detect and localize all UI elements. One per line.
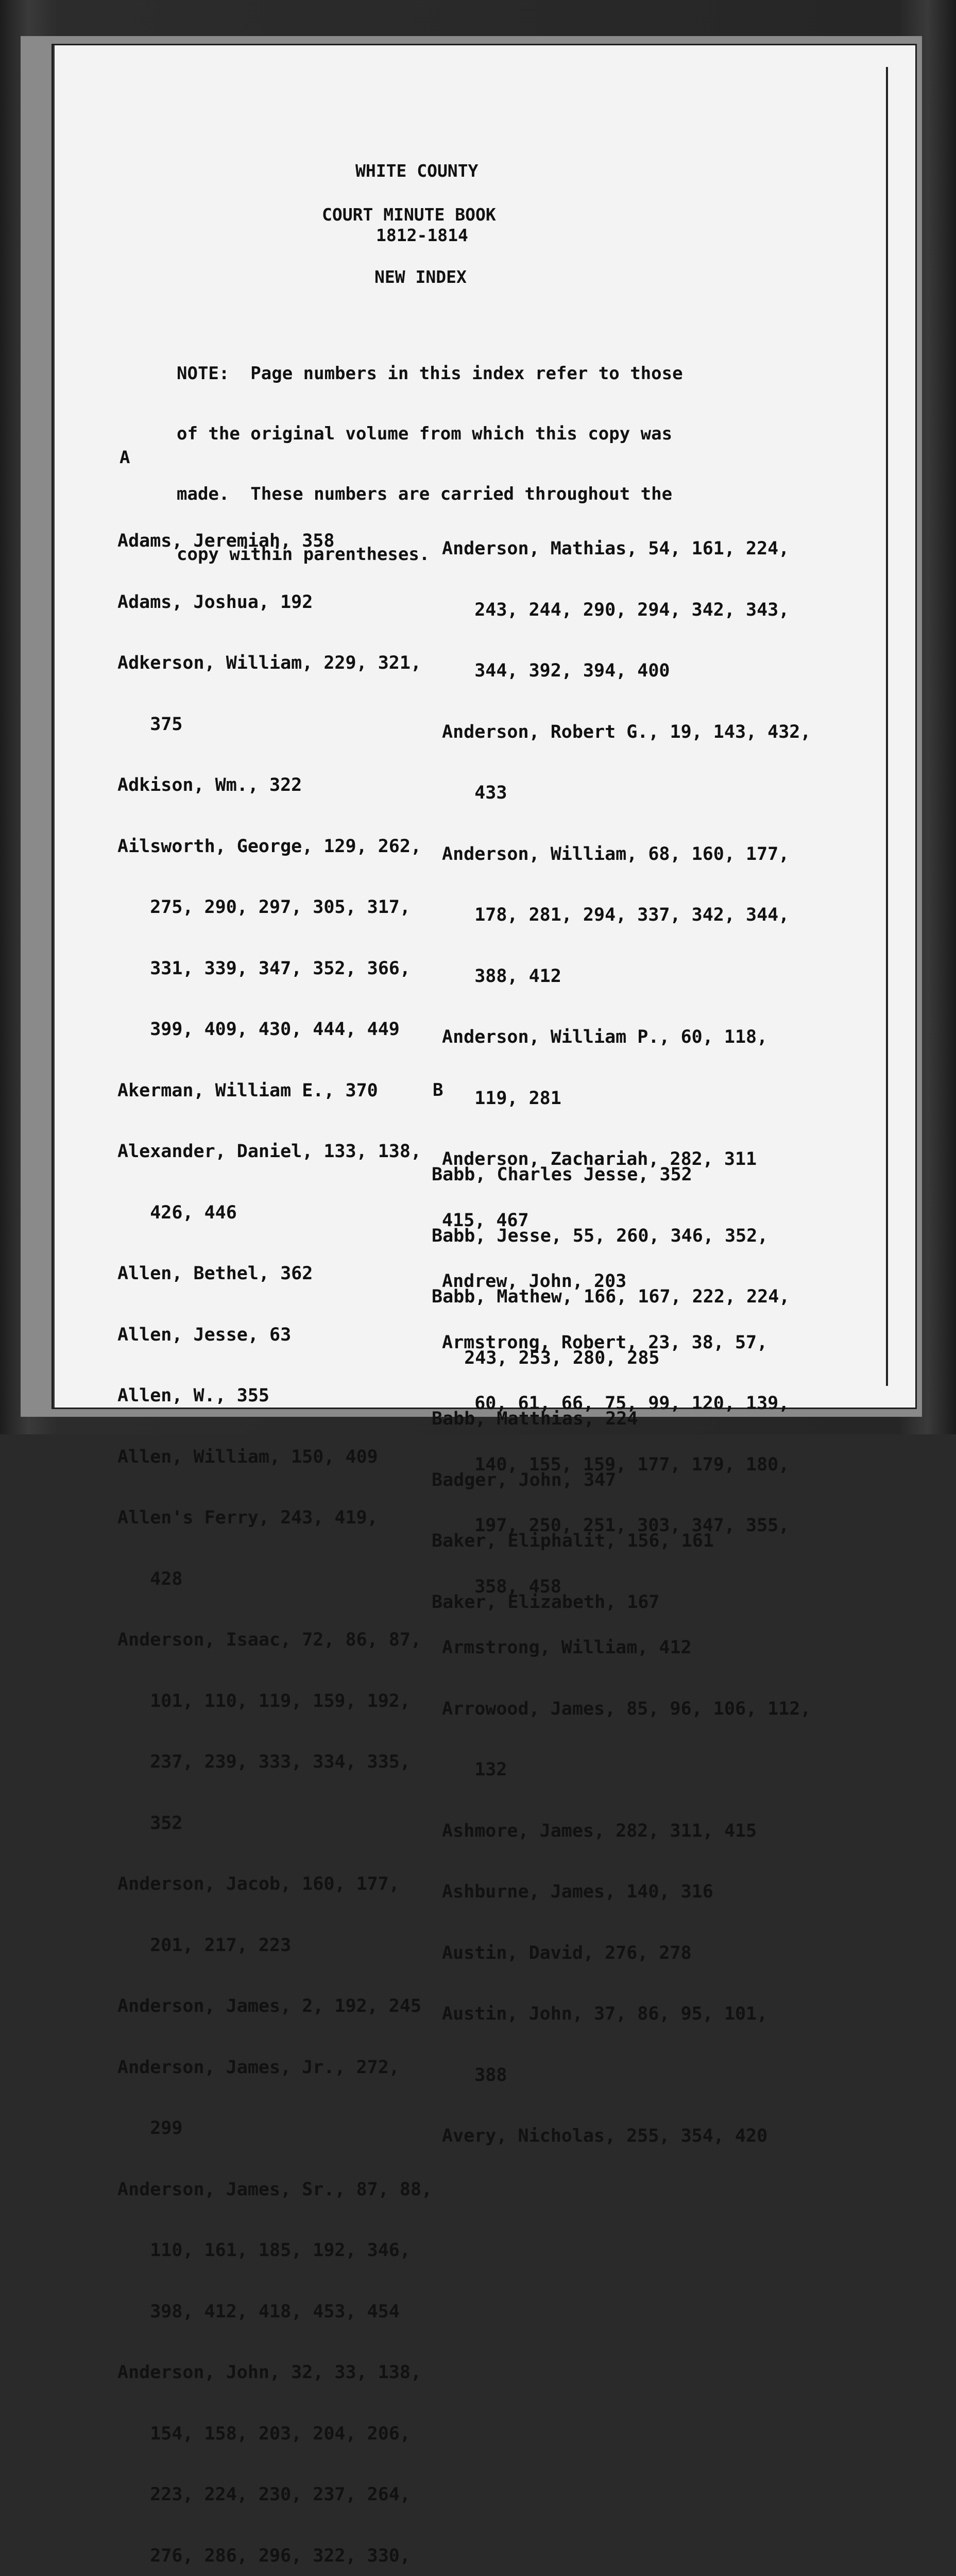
index-entry: Baker, Elizabeth, 167 xyxy=(432,1591,660,1613)
index-title: NEW INDEX xyxy=(374,267,467,287)
page-fold-line xyxy=(886,67,888,1386)
index-entry: Ailsworth, George, 129, 262, xyxy=(117,836,422,857)
index-entry: 388, 412 xyxy=(442,965,561,987)
index-entry: Ashburne, James, 140, 316 xyxy=(442,1882,713,1902)
index-entry: 154, 158, 203, 204, 206, xyxy=(117,2423,411,2444)
index-entry: 299 xyxy=(117,2118,183,2139)
index-entry: 352 xyxy=(117,1812,183,1834)
index-entry: Anderson, James, Sr., 87, 88, xyxy=(117,2179,433,2200)
index-entry: Adams, Jeremiah, 358 xyxy=(117,531,335,551)
book-years: 1812-1814 xyxy=(376,225,468,245)
book-title: COURT MINUTE BOOK xyxy=(322,205,496,225)
section-letter-a: A xyxy=(120,447,130,468)
index-entry: Anderson, John, 32, 33, 138, xyxy=(117,2362,422,2383)
index-entry: Anderson, Robert G., 19, 143, 432, xyxy=(442,721,811,742)
index-entry: Austin, John, 37, 86, 95, 101, xyxy=(442,2004,768,2024)
index-entry: Akerman, William E., 370 xyxy=(117,1080,378,1101)
index-entry: Adkison, Wm., 322 xyxy=(117,775,302,795)
index-entry: Andrew, John, 203 xyxy=(442,1271,627,1292)
index-entry: Avery, Nicholas, 255, 354, 420 xyxy=(442,2126,768,2146)
index-entry: Babb, Matthias, 224 xyxy=(432,1409,638,1429)
index-entry: Baker, Eliphalit, 156, 161 xyxy=(432,1531,714,1551)
index-entry: 140, 155, 159, 177, 179, 180, xyxy=(442,1454,790,1475)
index-entry: 398, 412, 418, 453, 454 xyxy=(117,2301,400,2322)
index-entry: 433 xyxy=(442,783,507,803)
index-entry: 110, 161, 185, 192, 346, xyxy=(117,2240,411,2261)
index-entry: Allen's Ferry, 243, 419, xyxy=(117,1507,378,1528)
index-entry: Babb, Jesse, 55, 260, 346, 352, xyxy=(432,1225,769,1246)
index-entry: Babb, Mathew, 166, 167, 222, 224, xyxy=(432,1286,790,1307)
index-entry: Anderson, James, Jr., 272, xyxy=(117,2057,400,2078)
index-entry: Anderson, Zachariah, 282, 311 xyxy=(442,1149,757,1170)
index-entry: Anderson, Isaac, 72, 86, 87, xyxy=(117,1630,422,1650)
index-entry: 237, 239, 333, 334, 335, xyxy=(117,1752,411,1772)
index-column-left xyxy=(117,490,432,2576)
note-line: made. These numbers are carried throughout the xyxy=(177,484,673,504)
index-column-right-b xyxy=(432,1124,790,1633)
index-entry: 101, 110, 119, 159, 192, xyxy=(117,1690,411,1711)
index-entry: Anderson, Mathias, 54, 161, 224, xyxy=(442,538,790,559)
note-line: copy within parentheses. xyxy=(177,544,430,565)
index-entry: 275, 290, 297, 305, 317, xyxy=(117,897,411,918)
index-entry: Arrowood, James, 85, 96, 106, 112, xyxy=(442,1698,811,1719)
index-entry: Badger, John, 347 xyxy=(432,1469,617,1490)
index-entry: 243, 244, 290, 294, 342, 343, xyxy=(442,599,790,620)
index-entry: 415, 467 xyxy=(442,1210,529,1231)
index-entry: Armstrong, William, 412 xyxy=(442,1637,692,1658)
index-entry: Alexander, Daniel, 133, 138, xyxy=(117,1141,422,1162)
index-entry: Allen, Bethel, 362 xyxy=(117,1263,313,1284)
note-line: NOTE: Page numbers in this index refer to those xyxy=(177,363,683,384)
index-entry: Allen, William, 150, 409 xyxy=(117,1446,378,1467)
note-line: of the original volume from which this copy was xyxy=(177,423,673,444)
index-entry: 223, 224, 230, 237, 264, xyxy=(117,2484,411,2505)
index-entry: 119, 281 xyxy=(442,1088,561,1109)
index-entry: 132 xyxy=(442,1759,507,1780)
index-entry: 358, 458 xyxy=(442,1576,561,1597)
index-entry: 426, 446 xyxy=(117,1202,237,1223)
index-entry: Adkerson, William, 229, 321, xyxy=(117,653,422,673)
index-entry: Anderson, James, 2, 192, 245 xyxy=(117,1996,422,2016)
index-entry: 388 xyxy=(442,2064,507,2086)
index-entry: 201, 217, 223 xyxy=(117,1935,292,1956)
index-entry: 428 xyxy=(117,1568,183,1589)
index-entry: 399, 409, 430, 444, 449 xyxy=(117,1019,400,1040)
index-entry: Babb, Charles Jesse, 352 xyxy=(432,1164,692,1185)
index-entry: 276, 286, 296, 322, 330, xyxy=(117,2545,411,2566)
county-title: WHITE COUNTY xyxy=(355,161,479,181)
index-entry: Allen, Jesse, 63 xyxy=(117,1324,292,1345)
index-entry: 344, 392, 394, 400 xyxy=(442,660,670,681)
index-entry: Anderson, William, 68, 160, 177, xyxy=(442,843,790,865)
index-entry: Austin, David, 276, 278 xyxy=(442,1942,692,1963)
index-entry: 60, 61, 66, 75, 99, 120, 139, xyxy=(442,1393,790,1414)
index-entry: Anderson, Jacob, 160, 177, xyxy=(117,1874,400,1894)
index-entry: 178, 281, 294, 337, 342, 344, xyxy=(442,905,790,925)
index-entry: Allen, W., 355 xyxy=(117,1385,270,1406)
section-letter-b: B xyxy=(433,1080,443,1100)
index-entry: Ashmore, James, 282, 311, 415 xyxy=(442,1820,757,1841)
index-entry: Adams, Joshua, 192 xyxy=(117,591,313,613)
index-entry: 197, 250, 251, 303, 347, 355, xyxy=(442,1515,790,1536)
index-entry: 331, 339, 347, 352, 366, xyxy=(117,958,411,979)
index-entry: Armstrong, Robert, 23, 38, 57, xyxy=(442,1332,768,1353)
index-entry: 375 xyxy=(117,714,183,735)
index-entry: 243, 253, 280, 285 xyxy=(432,1347,660,1368)
index-entry: Anderson, William P., 60, 118, xyxy=(442,1027,768,1047)
